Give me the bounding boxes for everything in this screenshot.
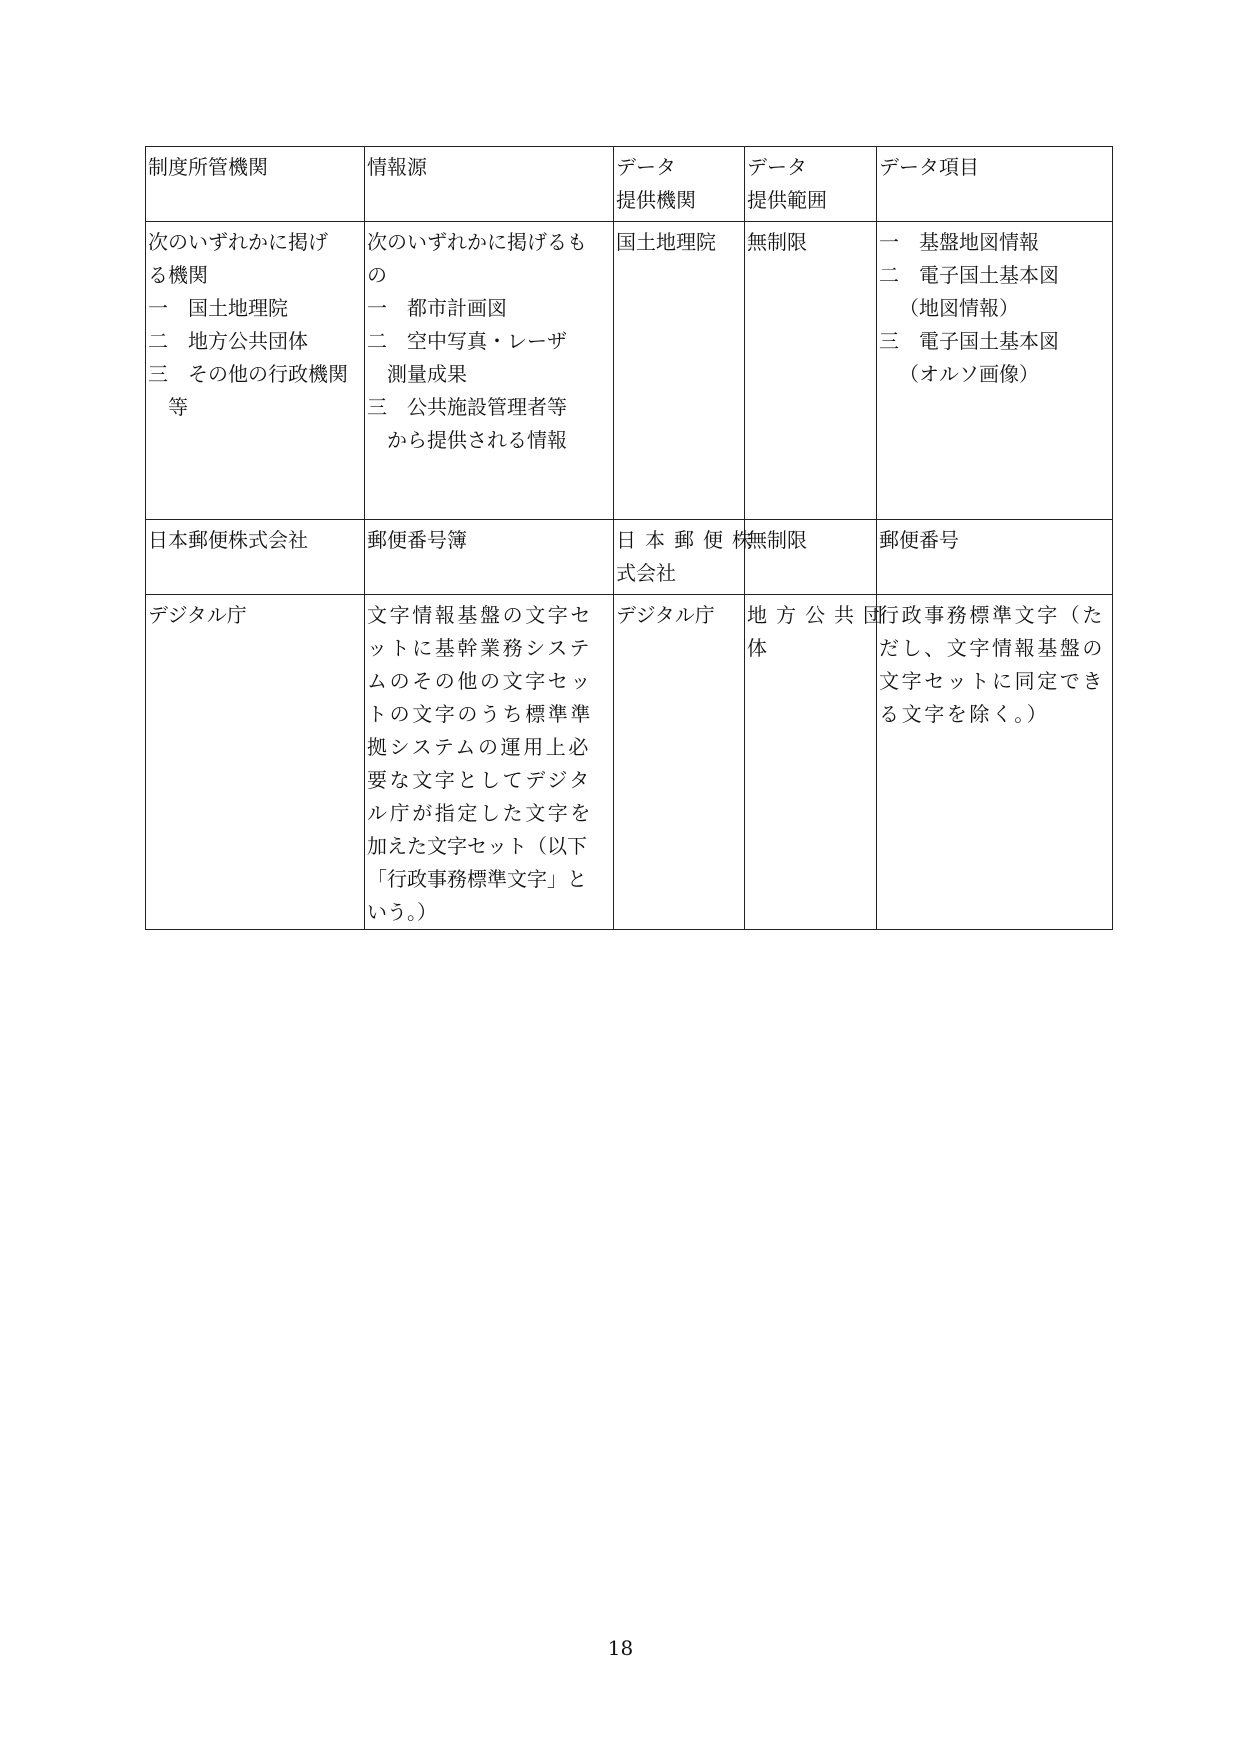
agency-cell: 次のいずれかに掲げ る機関 一 国土地理院 二 地方公共団体 三 その他の行政機関 等 [146,222,365,520]
table-row [146,520,1113,595]
agency-cell: デジタル庁 [146,595,365,930]
items-cell: 郵便番号 [877,520,1113,595]
header-source: 情報源 [365,147,614,222]
source-cell: 文字情報基盤の文字セ ットに基幹業務システ ムのその他の文字セッ トの文字のうち標準準 拠システムの運用上必 要な文字としてデジタ ル庁が指定した文字を 加えた文字セット（以下 「行政事務標準文字」と いう。） [365,595,614,930]
source-cell: 郵便番号簿 [365,520,614,595]
data-provision-table [145,146,1113,930]
page-number: 18 [607,1636,634,1660]
scope-cell: 地方公共団 体 [745,595,877,930]
header-items: データ項目 [877,147,1113,222]
items-cell: 一 基盤地図情報 二 電子国土基本図 （地図情報） 三 電子国土基本図 （オルソ画像） [877,222,1113,520]
source-cell: 次のいずれかに掲げるも の 一 都市計画図 二 空中写真・レーザ 測量成果 三 公共施設管理者等 から提供される情報 [365,222,614,520]
agency-cell: 日本郵便株式会社 [146,520,365,595]
scope-cell: 無制限 [745,222,877,520]
header-scope: データ 提供範囲 [745,147,877,222]
header-agency: 制度所管機関 [146,147,365,222]
table-row [146,222,1113,520]
header-provider: データ 提供機関 [614,147,745,222]
items-cell: 行政事務標準文字（た だし、文字情報基盤の 文字セットに同定でき る文字を除く。） [877,595,1113,930]
scope-cell: 無制限 [745,520,877,595]
table-header-row [146,147,1113,222]
provider-cell: 国土地理院 [614,222,745,520]
provider-cell: デジタル庁 [614,595,745,930]
table-row [146,595,1113,930]
provider-cell: 日本郵便株 式会社 [614,520,745,595]
